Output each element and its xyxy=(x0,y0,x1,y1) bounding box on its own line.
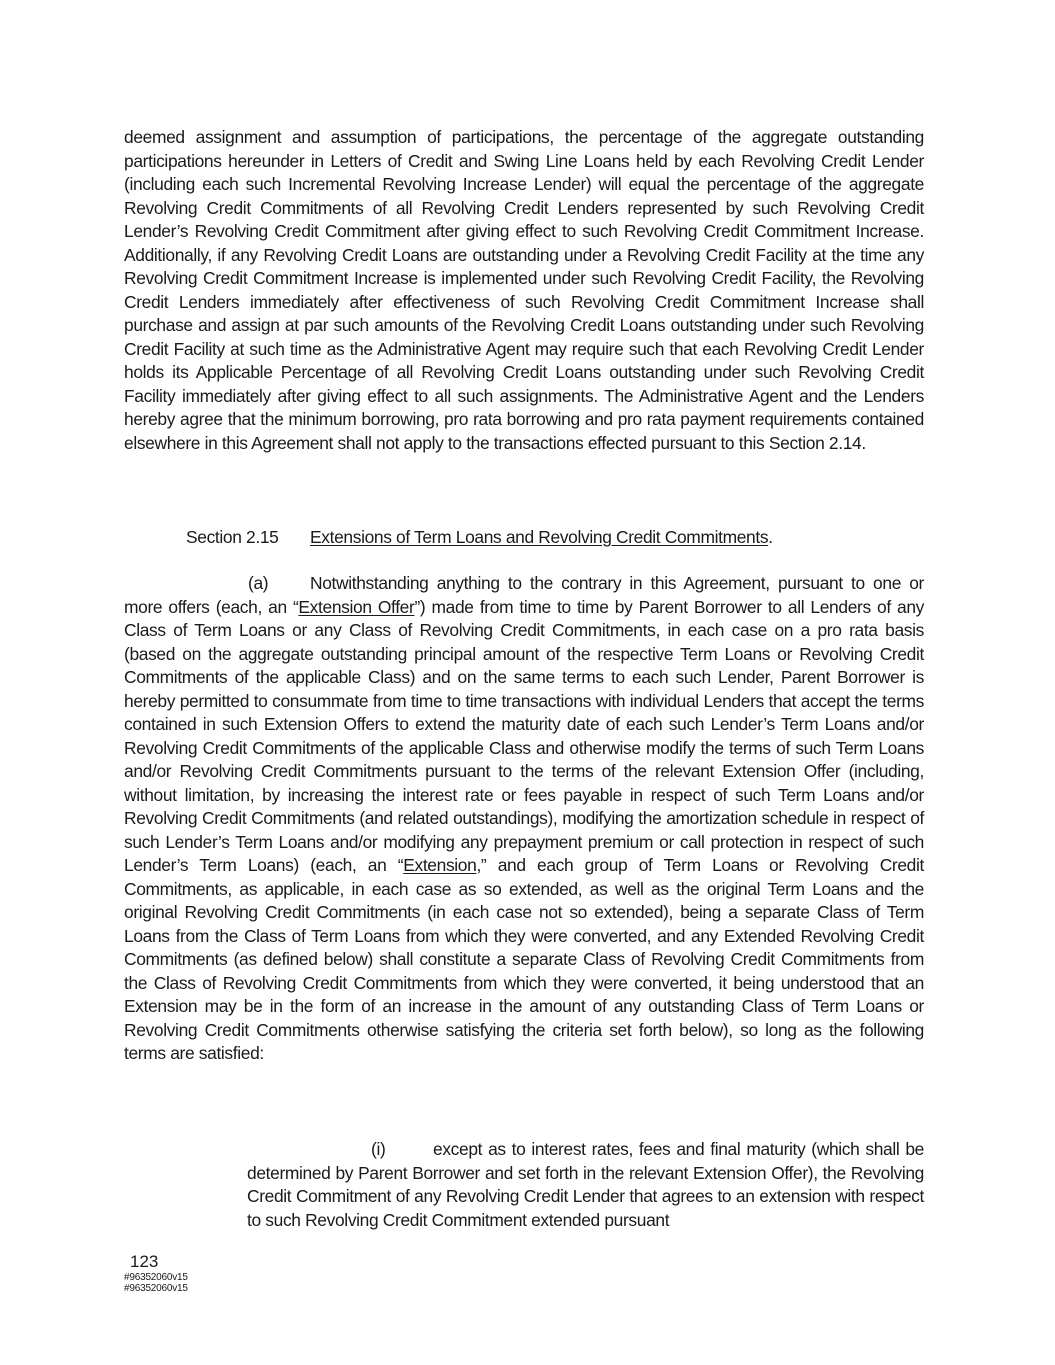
document-id: #96352060v15 xyxy=(124,1272,188,1283)
paragraph-i-text: except as to interest rates, fees and final maturity (which shall be determined by Parent Borrower and set forth in the relevant Extension Offer), the Revolving Credit Commitment of any Revolving Credit Lender that agrees to an extension with respect to such Revolving Credit Commitment extended pursuant xyxy=(247,1139,924,1230)
paragraph-a-text-3: ,” and each group of Term Loans or Revolving Credit Commitments, as applicable, in each case as so extended, as well as the original Term Loans and the original Revolving Credit Commitments (in each case not so extended), being a separate Class of Term Loans from the Class of Term Loans from which they were converted, and any Extended Revolving Credit Commitments (as defined below) shall constitute a separate Class of Revolving Credit Commitments from the Class of Revolving Credit Commitments from which they were converted, it being understood that an Extension may be in the form of an increase in the amount of any outstanding Class of Term Loans or Revolving Credit Commitments otherwise satisfying the criteria set forth below), so long as the following terms are satisfied: xyxy=(124,855,924,1063)
section-title-suffix: . xyxy=(768,527,773,547)
paragraph-a-text-1: Notwithstanding anything to the contrary in this Agreement, pursuant to one or more offers (each, an “ xyxy=(124,573,924,617)
defined-term-extension-offer: Extension Offer xyxy=(298,596,415,617)
paragraph-continuation-text: deemed assignment and assumption of participations, the percentage of the aggregate outstanding participations hereunder in Letters of Credit and Swing Line Loans held by each Revolving Credit Lender (including each such Incremental Revolving Increase Lender) will equal the percentage of the aggregate Revolving Credit Commitments of all Revolving Credit Lenders represented by such Revolving Credit Lender’s Revolving Credit Commitment after giving effect to such Revolving Credit Commitment Increase. Additionally, if any Revolving Credit Loans are outstanding under a Revolving Credit Facility at the time any Revolving Credit Commitment Increase is implemented under such Revolving Credit Facility, the Revolving Credit Lenders immediately after effectiveness of such Revolving Credit Commitment Increase shall purchase and assign at par such amounts of the Revolving Credit Loans outstanding under such Revolving Credit Facility at such time as the Administrative Agent may require such that each Revolving Credit Lender holds its Applicable Percentage of all Revolving Credit Loans outstanding under such Revolving Credit Facility immediately after giving effect to all such assignments. The Administrative Agent and the Lenders hereby agree that the minimum borrowing, pro rata borrowing and pro rata payment requirements contained elsewhere in this Agreement shall not apply to the transactions effected pursuant to this Section 2.14. xyxy=(124,127,924,453)
paragraph-a-label: (a) xyxy=(248,573,269,593)
section-heading xyxy=(186,526,773,550)
paragraph-i-label: (i) xyxy=(371,1139,386,1159)
page-footer xyxy=(124,1252,188,1294)
paragraph-i xyxy=(247,1138,924,1232)
paragraph-a-text-2: ”) made from time to time by Parent Borrower to all Lenders of any Class of Term Loans or any Class of Revolving Credit Commitments, in each case on a pro rata basis (based on the aggregate outstanding principal amount of the respective Term Loans or Revolving Credit Commitments of the applicable Class) and on the same terms to each such Lender, Parent Borrower is hereby permitted to consummate from time to time transactions with individual Lenders that accept the terms contained in such Extension Offers to extend the maturity date of each such Lender’s Term Loans and/or Revolving Credit Commitments of the applicable Class and otherwise modify the terms of such Term Loans and/or Revolving Credit Commitments pursuant to the terms of the relevant Extension Offer (including, without limitation, by increasing the interest rate or fees payable in respect of such Term Loans and/or Revolving Credit Commitments (and related outstandings), modifying the amortization schedule in respect of such Lender’s Term Loans and/or modifying any prepayment premium or call protection in respect of such Lender’s Term Loans) (each, an “ xyxy=(124,596,925,875)
page-number: 123 xyxy=(130,1252,159,1271)
paragraph-a xyxy=(124,572,924,1066)
defined-term-extension: Extension xyxy=(403,855,477,875)
section-title: Extensions of Term Loans and Revolving Credit Commitments xyxy=(310,527,769,547)
paragraph-continuation xyxy=(124,126,924,455)
document-id: #96352060v15 xyxy=(124,1283,188,1294)
section-number: Section 2.15 xyxy=(186,527,279,547)
